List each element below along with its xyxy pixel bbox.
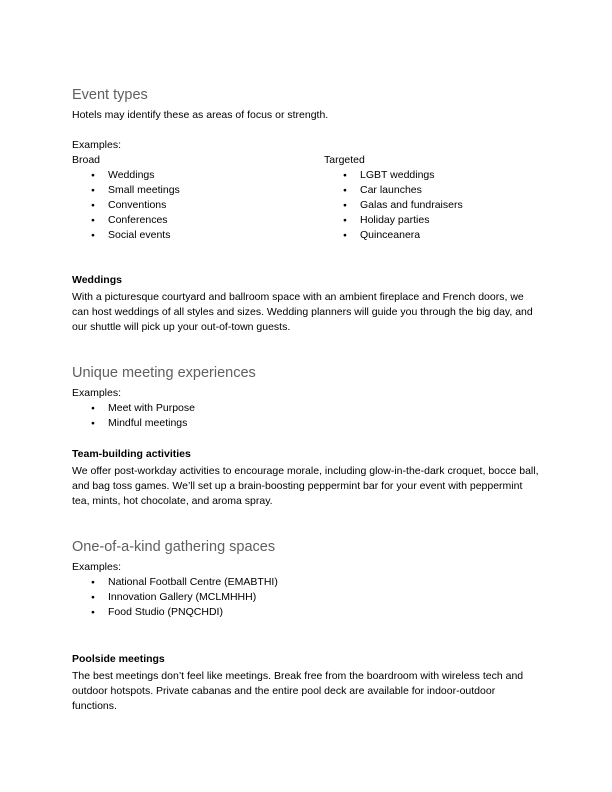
list-item: ● Weddings <box>72 168 324 183</box>
list-item: ● Conferences <box>72 213 324 228</box>
blank-line <box>72 123 540 138</box>
targeted-list <box>324 168 540 243</box>
poolside-meetings-paragraph: The best meetings don’t feel like meetings. Break free from the boardroom with wireless tech and outdoor hotspots. Private cabanas and the entire pool deck are available for indoor-outdoor functions. <box>72 670 524 712</box>
list-item: ● Car launches <box>324 183 540 198</box>
examples-label-event-types: Examples: <box>72 139 122 151</box>
section-heading-unique-meetings: Unique meeting experiences <box>72 365 256 381</box>
list-item: ● Small meetings <box>72 183 324 198</box>
team-building-paragraph: We offer post-workday activities to encourage morale, including glow-in-the-dark croquet, bocce ball, and bag toss games. We’ll set up a brain-boosting peppermint bar for your event with peppermint tea, mints, hot chocolate, and aroma spray. <box>72 465 539 507</box>
subheading-weddings: Weddings <box>72 274 122 286</box>
list-item: ● Galas and fundraisers <box>324 198 540 213</box>
list-item: ● Conventions <box>72 198 324 213</box>
section-heading-gathering-spaces: One-of-a-kind gathering spaces <box>72 539 276 555</box>
event-types-intro: Hotels may identify these as areas of focus or strength. <box>72 109 329 121</box>
list-item: ● Innovation Gallery (MCLMHHH) <box>72 590 540 605</box>
list-item: ● National Football Centre (EMABTHI) <box>72 575 540 590</box>
list-item: ● Food Studio (PNQCHDI) <box>72 605 540 620</box>
unique-meetings-list <box>72 401 540 431</box>
gathering-spaces-list <box>72 575 540 620</box>
subheading-team-building: Team-building activities <box>72 448 191 460</box>
list-item: ● Holiday parties <box>324 213 540 228</box>
broad-column <box>72 153 324 243</box>
targeted-column <box>324 153 540 243</box>
list-item: ● Meet with Purpose <box>72 401 540 416</box>
weddings-paragraph: With a picturesque courtyard and ballroom space with an ambient fireplace and French doors, we can host weddings of all styles and sizes. Wedding planners will guide you through the big day, and our shuttle will pick up your out-of-town guests. <box>72 291 533 333</box>
list-item: ● Quinceanera <box>324 228 540 243</box>
broad-list <box>72 168 324 243</box>
examples-label-gathering-spaces: Examples: <box>72 561 122 573</box>
list-item: ● Social events <box>72 228 324 243</box>
subheading-poolside-meetings: Poolside meetings <box>72 653 165 665</box>
list-item: ● LGBT weddings <box>324 168 540 183</box>
event-types-columns <box>72 153 540 243</box>
targeted-column-header: Targeted <box>324 154 365 166</box>
list-item: ● Mindful meetings <box>72 416 540 431</box>
section-heading-event-types: Event types <box>72 87 148 103</box>
broad-column-header: Broad <box>72 154 101 166</box>
examples-label-unique-meetings: Examples: <box>72 387 122 399</box>
